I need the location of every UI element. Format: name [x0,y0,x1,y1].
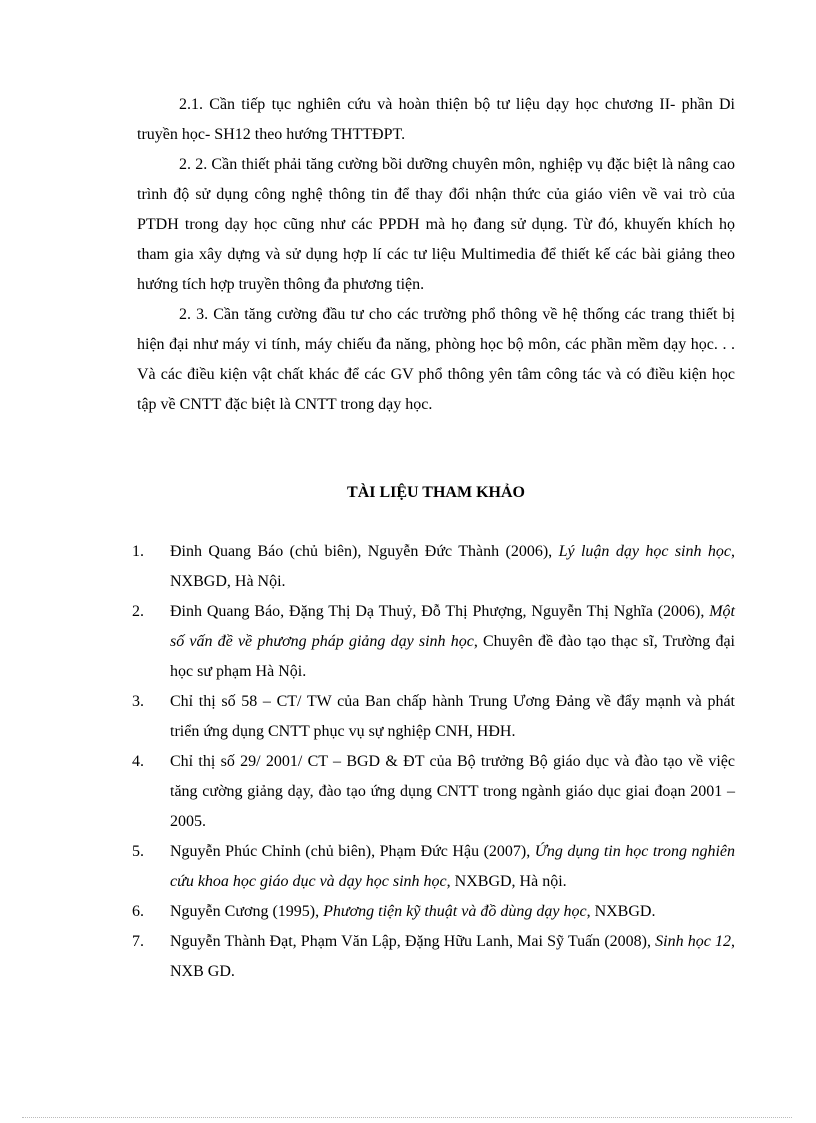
reference-item [0,597,816,687]
reference-text [170,837,735,897]
reference-text [170,897,735,927]
reference-text [170,747,735,837]
reference-number: 7. [132,933,144,950]
reference-title: Một số vấn đề về phương pháp giảng dạy sinh học [170,603,735,650]
reference-number: 3. [132,693,144,710]
reference-item [0,927,816,987]
reference-text [170,537,735,597]
page-bottom-divider [22,1117,792,1118]
recommendation-paragraph: 2. 3. Cần tăng cường đầu tư cho các trường phổ thông về hệ thống các trang thiết bị hiện đại như máy vi tính, máy chiếu đa năng, phòng học bộ môn, các phần mềm dạy học. . . Và các điều kiện vật chất khác để các GV phổ thông yên tâm công tác và có điều kiện học tập về CNTT đặc biệt là CNTT trong dạy học. [137,306,735,413]
reference-authors: Chỉ thị số 58 – CT/ TW của Ban chấp hành Trung Ương Đảng về đẩy mạnh và phát triển ứng dụng CNTT phục vụ sự nghiệp CNH, HĐH. [170,693,735,740]
reference-publisher: , NXBGD, Hà nội. [446,873,567,890]
reference-number: 2. [132,603,144,620]
reference-authors: Đinh Quang Báo (chủ biên), Nguyễn Đức Thành (2006), [170,543,559,560]
reference-authors: Nguyễn Thành Đạt, Phạm Văn Lập, Đặng Hữu Lanh, Mai Sỹ Tuấn (2008), [170,933,656,950]
reference-title: Lý luận dạy học sinh học [558,543,732,560]
reference-publisher: , NXBGD. [586,903,656,920]
reference-number: 1. [132,543,144,560]
reference-authors: Nguyễn Phúc Chỉnh (chủ biên), Phạm Đức Hậu (2007), [170,843,535,860]
reference-item [0,747,816,837]
reference-number: 5. [132,843,144,860]
reference-text [170,927,735,987]
reference-item [0,687,816,747]
recommendation-paragraph: 2.1. Cần tiếp tục nghiên cứu và hoàn thiện bộ tư liệu dạy học chương II- phần Di truyền học- SH12 theo hướng THTTĐPT. [137,96,735,143]
reference-number: 4. [132,753,144,770]
reference-publisher: , NXB GD. [170,933,736,980]
reference-item [0,537,816,597]
references-heading: TÀI LIỆU THAM KHẢO [347,484,525,501]
reference-item [0,897,816,927]
reference-title: Sinh học 12 [655,933,732,950]
reference-number: 6. [132,903,144,920]
reference-authors: Đinh Quang Báo, Đặng Thị Dạ Thuỷ, Đỗ Thị Phượng, Nguyễn Thị Nghĩa (2006), [170,603,710,620]
references-list [0,537,816,987]
reference-authors: Nguyễn Cương (1995), [170,903,324,920]
reference-title: Phương tiện kỹ thuật và đồ dùng dạy học [323,903,587,920]
reference-publisher: , NXBGD, Hà Nội. [170,543,736,590]
reference-authors: Chỉ thị số 29/ 2001/ CT – BGD & ĐT của Bộ trưởng Bộ giáo dục và đào tạo về việc tăng cường giảng dạy, đào tạo ứng dụng CNTT trong ngành giáo dục giai đoạn 2001 – 2005. [170,753,735,830]
recommendation-paragraph: 2. 2. Cần thiết phải tăng cường bồi dưỡng chuyên môn, nghiệp vụ đặc biệt là nâng cao trình độ sử dụng công nghệ thông tin để thay đổi nhận thức của giáo viên về vai trò của PTDH trong dạy học cũng như các PPDH mà họ đang sử dụng. Từ đó, khuyến khích họ tham gia xây dựng và sử dụng hợp lí các tư liệu Multimedia để thiết kế các bài giảng theo hướng tích hợp truyền thông đa phương tiện. [137,156,735,293]
reference-item [0,837,816,897]
reference-title: Ứng dụng tin học trong nghiên cứu khoa học giáo dục và dạy học sinh học [170,843,735,890]
reference-text [170,597,735,687]
reference-publisher: , Chuyên đề đào tạo thạc sĩ, Trường đại học sư phạm Hà Nội. [170,633,735,680]
reference-text [170,687,735,747]
